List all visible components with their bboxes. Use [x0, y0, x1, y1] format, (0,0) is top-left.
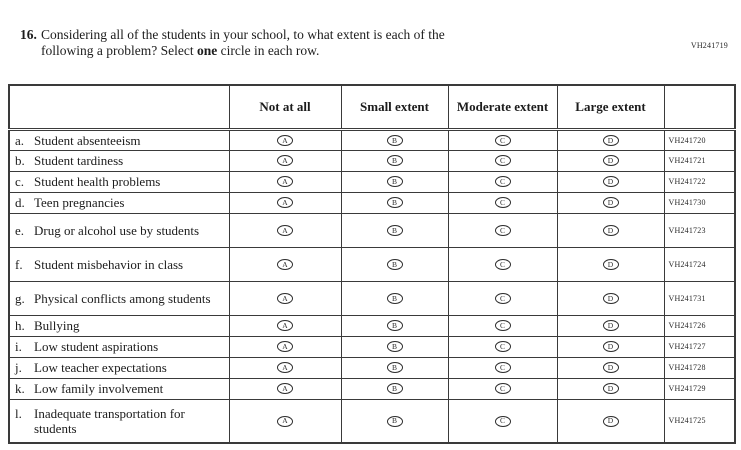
option-circle-d[interactable]: D [603, 135, 619, 146]
row-letter: f. [15, 256, 23, 272]
table-row [9, 213, 735, 247]
question-block [20, 27, 741, 59]
admin-code: VH241730 [664, 192, 735, 213]
page-admin-code: VH241719 [690, 41, 728, 50]
option-circle-a[interactable]: A [277, 259, 293, 270]
option-circle-b[interactable]: B [387, 320, 403, 331]
option-circle-a[interactable]: A [277, 197, 293, 208]
option-circle-a[interactable]: A [277, 225, 293, 236]
option-circle-a[interactable]: A [277, 293, 293, 304]
option-circle-b[interactable]: B [387, 362, 403, 373]
row-letter: i. [15, 339, 22, 354]
option-circle-b[interactable]: B [387, 176, 403, 187]
row-letter: e. [15, 222, 25, 238]
option-circle-c[interactable]: C [495, 176, 511, 187]
option-circle-c[interactable]: C [495, 320, 511, 331]
question-line-2-pre: following a problem? Select [41, 43, 197, 58]
option-circle-d[interactable]: D [603, 416, 619, 427]
question-text [41, 27, 445, 59]
option-circle-b[interactable]: B [387, 155, 403, 166]
row-label: Physical conflicts among students [34, 290, 211, 306]
question-line-1: Considering all of the students in your school, to what extent is each of the [41, 27, 445, 42]
option-circle-b[interactable]: B [387, 383, 403, 394]
header-empty-code [664, 85, 735, 129]
option-circle-d[interactable]: D [603, 293, 619, 304]
admin-code: VH241729 [664, 378, 735, 399]
option-circle-b[interactable]: B [387, 259, 403, 270]
row-label: Inadequate transportation for students [34, 405, 185, 436]
option-circle-d[interactable]: D [603, 155, 619, 166]
option-circle-b[interactable]: B [387, 341, 403, 352]
option-circle-c[interactable]: C [495, 293, 511, 304]
row-letter: a. [15, 132, 25, 148]
option-circle-a[interactable]: A [277, 416, 293, 427]
option-circle-d[interactable]: D [603, 225, 619, 236]
row-letter: h. [15, 318, 25, 333]
option-circle-d[interactable]: D [603, 259, 619, 270]
admin-code: VH241721 [664, 150, 735, 171]
option-circle-b[interactable]: B [387, 416, 403, 427]
option-circle-a[interactable]: A [277, 176, 293, 187]
option-circle-a[interactable]: A [277, 341, 293, 352]
admin-code: VH241724 [664, 247, 735, 281]
table-row [9, 399, 735, 443]
option-circle-b[interactable]: B [387, 197, 403, 208]
row-label: Student misbehavior in class [34, 256, 184, 272]
row-label: Drug or alcohol use by students [34, 222, 200, 238]
admin-code: VH241731 [664, 281, 735, 315]
option-circle-b[interactable]: B [387, 135, 403, 146]
row-label: Student absenteeism [34, 132, 141, 148]
row-letter: j. [15, 360, 22, 375]
row-label: Student health problems [34, 174, 161, 189]
option-circle-d[interactable]: D [603, 320, 619, 331]
header-empty-label [9, 85, 229, 129]
option-circle-d[interactable]: D [603, 176, 619, 187]
option-circle-c[interactable]: C [495, 416, 511, 427]
table-row [9, 315, 735, 336]
option-circle-c[interactable]: C [495, 362, 511, 373]
row-label: Student tardiness [34, 153, 124, 168]
row-letter: d. [15, 195, 25, 210]
header-row [9, 85, 735, 129]
column-header-large-extent: Large extent [557, 85, 664, 129]
row-label: Low family involvement [34, 381, 164, 396]
option-circle-c[interactable]: C [495, 197, 511, 208]
admin-code: VH241727 [664, 336, 735, 357]
option-circle-c[interactable]: C [495, 155, 511, 166]
table-row [9, 171, 735, 192]
question-line-2 [41, 43, 445, 59]
row-letter: k. [15, 381, 25, 396]
row-label: Low student aspirations [34, 339, 159, 354]
option-circle-a[interactable]: A [277, 320, 293, 331]
option-circle-c[interactable]: C [495, 259, 511, 270]
admin-code: VH241722 [664, 171, 735, 192]
row-letter: c. [15, 174, 25, 189]
option-circle-a[interactable]: A [277, 362, 293, 373]
option-circle-c[interactable]: C [495, 383, 511, 394]
option-circle-d[interactable]: D [603, 383, 619, 394]
option-circle-d[interactable]: D [603, 197, 619, 208]
row-letter: g. [15, 290, 25, 306]
column-header-moderate-extent: Moderate extent [448, 85, 557, 129]
option-circle-b[interactable]: B [387, 225, 403, 236]
row-letter: l. [15, 405, 22, 421]
row-label: Teen pregnancies [34, 195, 125, 210]
admin-code: VH241720 [664, 129, 735, 150]
option-circle-a[interactable]: A [277, 155, 293, 166]
table-row [9, 378, 735, 399]
table-row [9, 192, 735, 213]
option-circle-d[interactable]: D [603, 341, 619, 352]
admin-code: VH241723 [664, 213, 735, 247]
row-label: Bullying [34, 318, 80, 333]
option-circle-a[interactable]: A [277, 135, 293, 146]
survey-table [8, 84, 736, 444]
table-row [9, 247, 735, 281]
table-row [9, 281, 735, 315]
question-number: 16. [20, 27, 37, 42]
question-line-2-bold: one [196, 43, 218, 58]
option-circle-c[interactable]: C [495, 341, 511, 352]
table-row [9, 357, 735, 378]
admin-code: VH241728 [664, 357, 735, 378]
option-circle-c[interactable]: C [495, 135, 511, 146]
row-letter: b. [15, 153, 25, 168]
option-circle-c[interactable]: C [495, 225, 511, 236]
table-row [9, 129, 735, 150]
option-circle-d[interactable]: D [603, 362, 619, 373]
column-header-small-extent: Small extent [341, 85, 448, 129]
question-line-2-post: circle in each row. [217, 43, 320, 58]
row-label: Low teacher expectations [34, 360, 167, 375]
column-header-not-at-all: Not at all [229, 85, 341, 129]
admin-code: VH241726 [664, 315, 735, 336]
option-circle-a[interactable]: A [277, 383, 293, 394]
table-row [9, 336, 735, 357]
table-row [9, 150, 735, 171]
option-circle-b[interactable]: B [387, 293, 403, 304]
admin-code: VH241725 [664, 399, 735, 443]
